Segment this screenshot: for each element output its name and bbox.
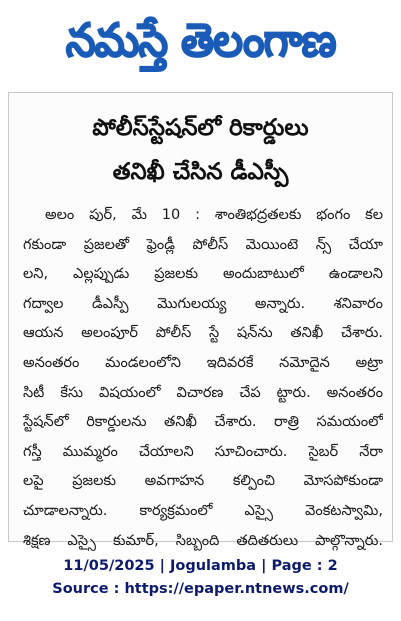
- edition-info: 11/05/2025 | Jogulamba | Page : 2: [63, 558, 338, 574]
- headline-line-1: పోలీస్‌స్టేషన్‌లో రికార్డులు: [92, 115, 309, 141]
- masthead: [0, 0, 401, 80]
- article-line: గస్తీ ముమ్మరం చేయాలని సూచించారు. సైబర్ నేరా: [23, 443, 383, 460]
- article-line: లపై ప్రజలకు అవగాహన కల్పించి మోసపోకుండా: [23, 473, 383, 490]
- article-line: ఆయన అలంపూర్ పోలీస్ స్టే షన్‌ను తనిఖీ చేశారు.: [23, 325, 383, 342]
- newspaper-title: నమస్తే తెలంగాణ: [65, 13, 336, 67]
- article-line: లని, ఎల్లప్పుడు ప్రజలకు అందుబాటులో ఉండాలని: [23, 266, 383, 283]
- article-line: గకుండా ప్రజలతో ఫ్రెండ్లీ పోలీస్ మెయింటె న్స్ చేయా: [23, 236, 383, 253]
- article-line: చూడాలన్నారు. కార్యక్రమంలో ఎస్సై వెంకటస్వామి,: [23, 502, 383, 519]
- article-line: స్టేషన్‌లో రికార్డులను తనిఖీ చేశారు. రాత్రి సమయంలో: [23, 414, 383, 431]
- article-line: గద్వాల డీఎస్పీ మొగులయ్య అన్నారు. శనివారం: [23, 295, 383, 312]
- article-line: అలం పుర్, మే 10 : శాంతిభద్రతలకు భంగం కల: [45, 207, 383, 223]
- article-line: అనంతరం మండలంలోని ఇదివరకే నమోదైన అట్రా: [23, 354, 383, 371]
- source-link[interactable]: Source : https://epaper.ntnews.com/: [52, 581, 349, 597]
- news-clipping: [8, 92, 393, 549]
- headline-line-2: తనిఖీ చేసిన డీఎస్పీ: [112, 159, 289, 185]
- article-line: సిటీ కేసు విషయంలో విచారణ చేప ట్టారు. అనంతరం: [23, 384, 383, 401]
- article-line: శిక్షణ ఎస్సై కుమార్, సిబ్బంది తదితరులు పాల్గొన్నారు.: [23, 532, 383, 549]
- article-body: [23, 201, 383, 556]
